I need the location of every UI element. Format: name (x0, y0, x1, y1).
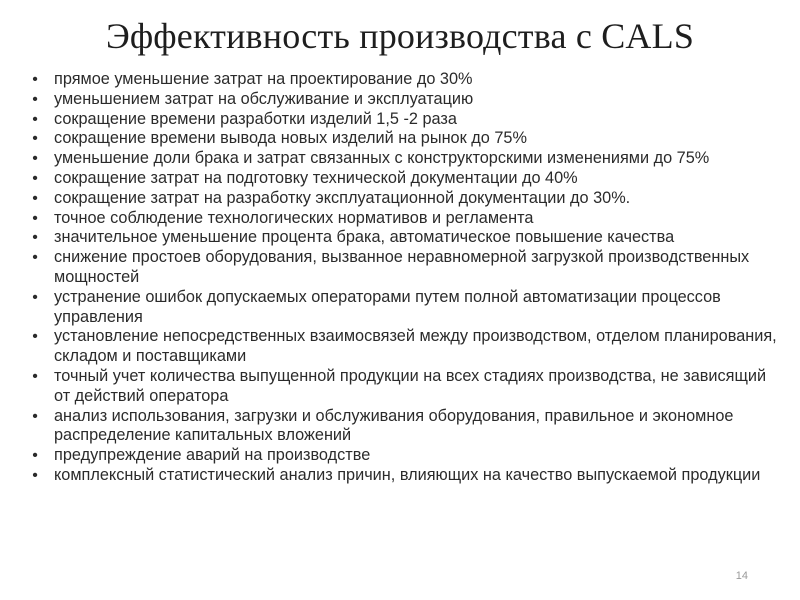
list-item (28, 288, 778, 328)
list-item-text: снижение простоев оборудования, вызванное неравномерной загрузкой производственных мощностей (54, 248, 750, 286)
list-item-text: значительное уменьшение процента брака, автоматическое повышение качества (54, 228, 675, 247)
bullet-icon: • (32, 150, 38, 168)
bullet-icon: • (32, 466, 38, 484)
list-item (28, 110, 778, 130)
bullet-icon: • (32, 367, 38, 385)
list-item-text: сокращение времени вывода новых изделий на рынок до 75% (54, 129, 527, 148)
bullet-icon: • (32, 229, 38, 247)
bullet-icon: • (32, 110, 38, 128)
list-item-text: прямое уменьшение затрат на проектирование до 30% (54, 70, 473, 88)
bullet-icon: • (32, 189, 38, 207)
list-item (28, 367, 778, 407)
list-item (28, 327, 778, 367)
list-item (28, 446, 778, 466)
list-item-text: сокращение времени разработки изделий 1,5 -2 раза (54, 109, 457, 128)
list-item-text: сокращение затрат на подготовку технической документации до 40% (54, 168, 578, 187)
list-item (28, 129, 778, 149)
slide-title: Эффективность производства с CALS (105, 16, 695, 56)
list-item-text: точный учет количества выпущенной продукции на всех стадиях производства, не зависящий от действий оператора (54, 366, 767, 405)
list-item-text: сокращение затрат на разработку эксплуатационной документации до 30%. (54, 188, 631, 207)
list-item (28, 407, 778, 447)
bullet-icon: • (32, 169, 38, 187)
list-item (28, 149, 778, 169)
list-item (28, 466, 778, 486)
list-item-text: устранение ошибок допускаемых операторами путем полной автоматизации процессов управления (54, 287, 721, 326)
bullet-list (28, 70, 778, 486)
bullet-icon: • (32, 288, 38, 306)
list-item-text: комплексный статистический анализ причин, влияющих на качество выпускаемой продукции (54, 465, 761, 484)
list-item-text: установление непосредственных взаимосвязей между производством, отделом планирования, складом и поставщиками (54, 327, 777, 366)
list-item-text: точное соблюдение технологических нормативов и регламента (54, 208, 534, 227)
list-item (28, 248, 778, 288)
bullet-icon: • (32, 209, 38, 227)
list-item-text: анализ использования, загрузки и обслуживания оборудования, правильное и экономное распределение капитальных вложений (54, 406, 734, 445)
bullet-icon: • (32, 249, 38, 267)
list-item (28, 169, 778, 189)
list-item-text: уменьшением затрат на обслуживание и эксплуатацию (54, 89, 474, 108)
bullet-icon: • (32, 71, 38, 88)
bullet-icon: • (32, 407, 38, 425)
bullet-icon: • (32, 447, 38, 465)
list-item-text: уменьшение доли брака и затрат связанных с конструкторскими изменениями до 75% (54, 149, 710, 168)
list-item (28, 189, 778, 209)
list-item-text: предупреждение аварий на производстве (54, 446, 371, 465)
bullet-icon: • (32, 328, 38, 346)
bullet-icon: • (32, 90, 38, 108)
bullet-icon: • (32, 130, 38, 148)
list-item (28, 70, 778, 90)
slide-number: 14 (735, 570, 748, 582)
list-item (28, 209, 778, 229)
list-item (28, 228, 778, 248)
list-item (28, 90, 778, 110)
